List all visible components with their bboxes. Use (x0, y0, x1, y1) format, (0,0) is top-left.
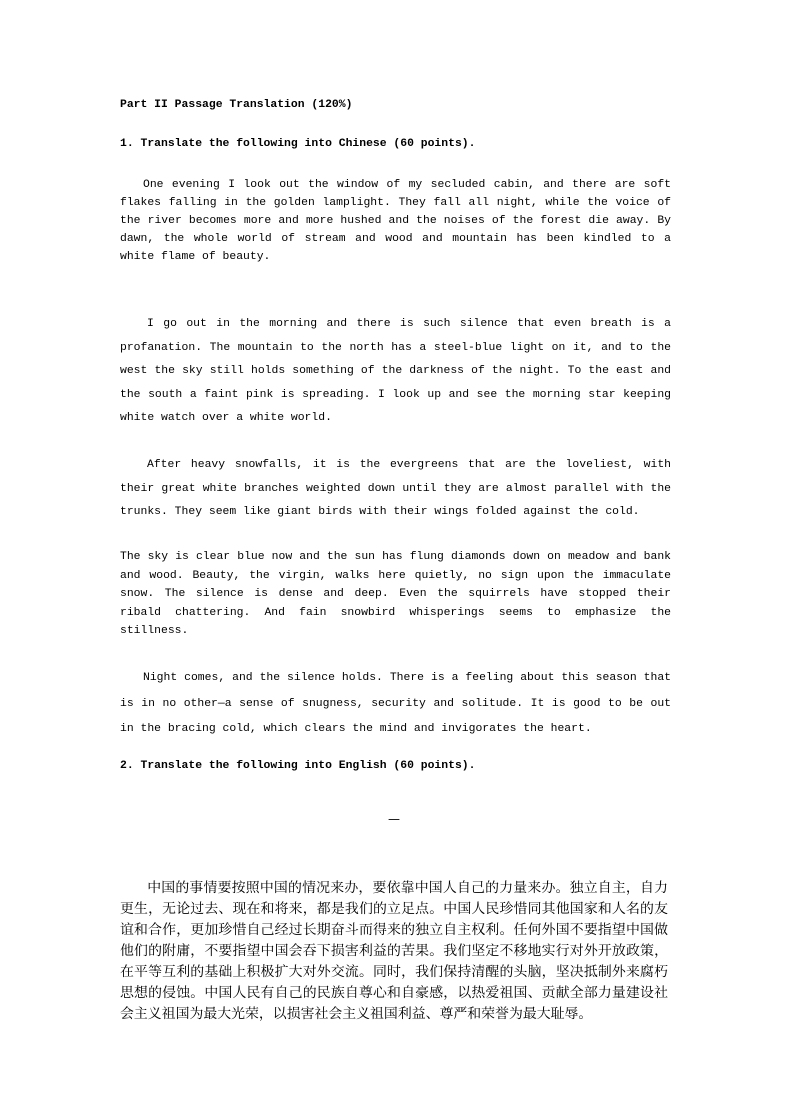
passage-paragraph-3a (120, 454, 671, 525)
chinese-paragraph-text: 中国的事情要按照中国的情况来办，要依靠中国人自己的力量来办。独立自主，自力更生，无论过去、现在和将来，都是我们的立足点。中国人民珍惜同其他国家和人名的友谊和合作，更加珍惜自己经过长期奋斗而得来的独立自主权利。任何外国不要指望中国做他们的附庸，不要指望中国会吞下损害利益的苦果。我们坚定不移地实行对外开放政策，在平等互利的基础上积极扩大对外交流。同时，我们保持清醒的头脑，坚决抵制外来腐朽思想的侵蚀。中国人民有自己的民族自尊心和自豪感，以热爱祖国、贡献全部力量建设社会主义祖国为最大光荣，以损害社会主义祖国利益、尊严和荣誉为最大耻辱。 (120, 880, 668, 1022)
dash-mark: — (388, 812, 400, 826)
chinese-paragraph (120, 878, 668, 1025)
section2-heading: 2. Translate the following into English (60 points). (120, 760, 476, 772)
section1-heading: 1. Translate the following into Chinese (60 points). (120, 138, 476, 150)
passage-paragraph-2 (120, 313, 671, 431)
passage-paragraph-1 (120, 176, 671, 266)
passage-paragraph-3a-text: After heavy snowfalls, it is the evergreens that are the loveliest, with their great white branches weighted down until they are almost parallel with the trunks. They seem like giant birds with their wings folded against the cold. (120, 459, 671, 518)
passage-paragraph-4-text: Night comes, and the silence holds. There is a feeling about this season that is in no other—a sense of snugness, security and solitude. It is good to be out in the bracing cold, which clears the mind and invigorates the heart. (120, 672, 671, 735)
passage-paragraph-2-text: I go out in the morning and there is such silence that even breath is a profanation. The mountain to the north has a steel-blue light on it, and to the west the sky still holds something of the darkness of the night. To the east and the south a faint pink is spreading. I look up and see the morning star keeping white watch over a white world. (120, 318, 671, 424)
passage-paragraph-4 (120, 666, 671, 743)
passage-paragraph-3b: The sky is clear blue now and the sun has flung diamonds down on meadow and bank and wood. Beauty, the virgin, walks here quietly, no sign upon the immaculate snow. The silence is dense and deep. Even the squirrels have stopped their ribald chattering. And fain snowbird whisperings seems to emphasize the stillness. (120, 551, 671, 637)
passage-paragraph-1-text: One evening I look out the window of my secluded cabin, and there are soft flakes falling in the golden lamplight. They fall all night, while the voice of the river becomes more and more hushed and the noises of the forest die away. By dawn, the whole world of stream and wood and mountain has been kindled to a white flame of beauty. (120, 179, 671, 263)
part-title: Part II Passage Translation (120%) (120, 99, 353, 111)
